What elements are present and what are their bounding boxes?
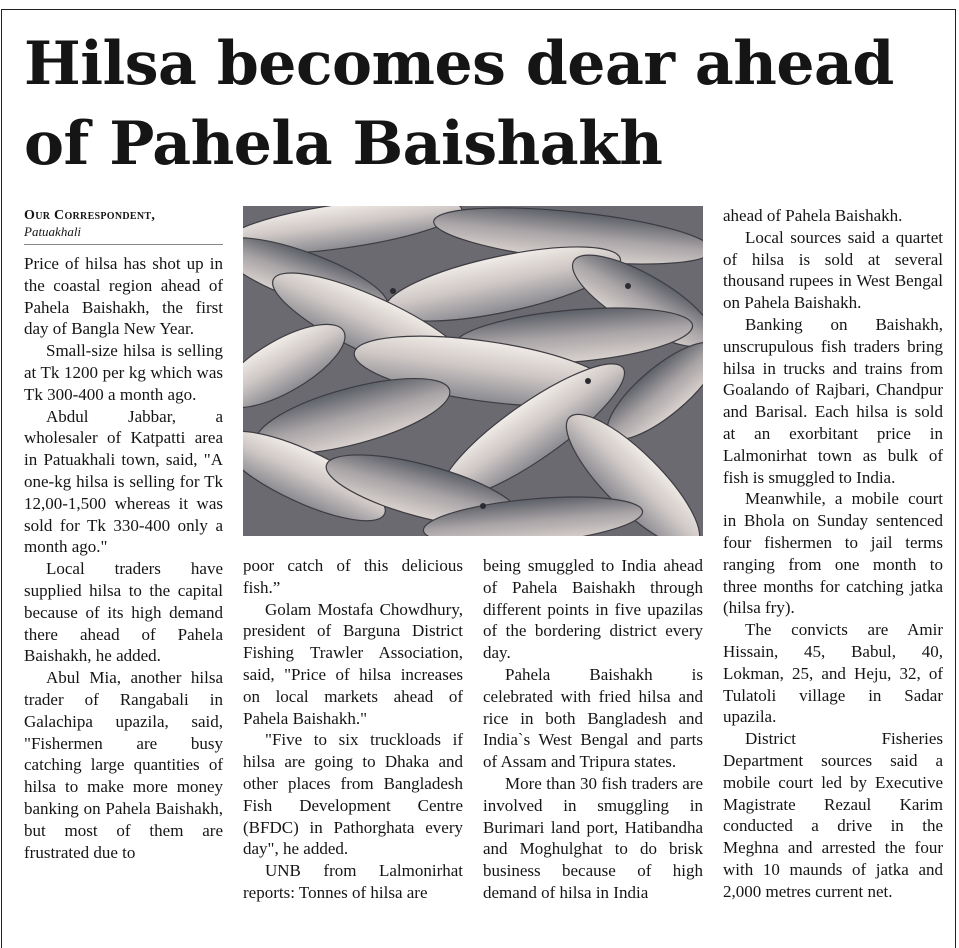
paragraph: UNB from Lalmonirhat reports: Tonnes of hilsa are <box>243 861 463 902</box>
paragraph: Local traders have supplied hilsa to the capital because of its high demand there ahead of Pahela Baishakh, he added. <box>24 559 223 666</box>
paragraph: Pahela Baishakh is celebrated with fried hilsa and rice in both Bangladesh and India`s West Bengal and parts of Assam and Tripura states. <box>483 664 703 772</box>
headline-line-2: of Pahela Baishakh <box>24 109 663 179</box>
paragraph: Price of hilsa has shot up in the coastal region ahead of Pahela Baishakh, the first day of Bangla New Year. <box>24 254 223 339</box>
column-2 <box>243 555 463 904</box>
paragraph: District Fisheries Department sources said a mobile court led by Executive Magistrate Rezaul Karim conducted a drive in the Meghna and arrested the four with 10 maunds of jatka and 2,000 metres current net. <box>723 729 943 901</box>
paragraph: ahead of Pahela Baishakh. <box>723 206 903 225</box>
paragraph: Banking on Baishakh, unscrupulous fish traders bring hilsa in trucks and trains from Goalando of Rajbari, Chandpur and Barisal. Each hilsa is sold at an exorbitant price in Lalmonirhat town as bulk of fish is smuggled to India. <box>723 314 943 487</box>
headline-line-1: Hilsa becomes dear ahead <box>24 29 894 99</box>
column-1 <box>24 208 223 863</box>
paragraph: "Five to six truckloads if hilsa are going to Dhaka and other places from Bangladesh Fish Development Centre (BFDC) in Pathorghata every day", he added. <box>243 730 463 859</box>
paragraph: Abdul Jabbar, a wholesaler of Katpatti area in Patuakhali town, said, "A one-kg hilsa is selling for Tk 12,00-1,500 whereas it was sold for Tk 330-400 only a month ago." <box>24 406 223 557</box>
hilsa-photo <box>243 206 703 536</box>
column-4 <box>723 205 943 903</box>
paragraph: poor catch of this delicious fish.” <box>243 556 463 597</box>
headline <box>24 24 944 184</box>
paragraph: being smuggled to India ahead of Pahela Baishakh through different points in five upazilas of the bordering district every day. <box>483 556 703 663</box>
byline-name: Our Correspondent, <box>24 208 156 223</box>
paragraph: The convicts are Amir Hissain, 45, Babul, 40, Lokman, 25, and Heju, 32, of Tulatoli village in Sadar upazila. <box>723 620 943 727</box>
paragraph: More than 30 fish traders are involved in smuggling in Burimari land port, Hatibandha and Moghulghat to do brisk business because of high demand of hilsa in India <box>483 773 703 902</box>
paragraph: Abul Mia, another hilsa trader of Rangabali in Galachipa upazila, said, "Fishermen are busy catching large quantities of hilsa to make more money banking on Pahela Baishakh, but most of them are frustrated due to <box>24 668 223 862</box>
paragraph: Small-size hilsa is selling at Tk 1200 per kg which was Tk 300-400 a month ago. <box>24 341 223 404</box>
paragraph: Meanwhile, a mobile court in Bhola on Sunday sentenced four fishermen to jail terms ranging from one month to three months for catching jatka (hilsa fry). <box>723 489 943 618</box>
fish-image <box>243 206 703 536</box>
paragraph: Golam Mostafa Chowdhury, president of Barguna District Fishing Trawler Association, said, "Price of hilsa increases on local markets ahead of Pahela Baishakh." <box>243 599 463 728</box>
column-3 <box>483 555 703 904</box>
byline-place: Patuakhali <box>24 224 223 245</box>
paragraph: Local sources said a quartet of hilsa is sold at several thousand rupees in West Bengal on Pahela Baishakh. <box>723 227 943 313</box>
